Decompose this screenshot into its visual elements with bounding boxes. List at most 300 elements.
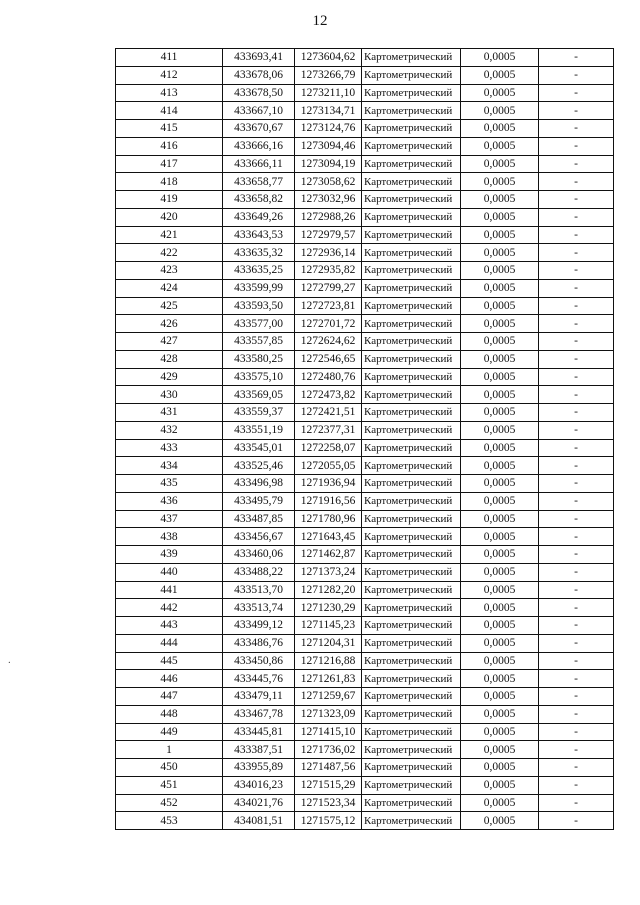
table-row (116, 617, 614, 635)
accuracy-cell: 0,0005 (461, 652, 539, 670)
method-cell: Картометрический (362, 297, 461, 315)
note-cell: - (539, 137, 614, 155)
point-number-cell: 439 (116, 546, 223, 564)
note-cell: - (539, 66, 614, 84)
method-cell: Картометрический (362, 723, 461, 741)
point-number-cell: 427 (116, 333, 223, 351)
point-number-cell: 430 (116, 386, 223, 404)
y-coordinate-cell: 1271373,24 (295, 563, 362, 581)
x-coordinate-cell: 433569,05 (223, 386, 295, 404)
note-cell: - (539, 208, 614, 226)
x-coordinate-cell: 433557,85 (223, 333, 295, 351)
method-cell: Картометрический (362, 66, 461, 84)
point-number-cell: 423 (116, 262, 223, 280)
point-number-cell: 445 (116, 652, 223, 670)
point-number-cell: 415 (116, 120, 223, 138)
method-cell: Картометрический (362, 546, 461, 564)
table-row (116, 137, 614, 155)
method-cell: Картометрический (362, 492, 461, 510)
accuracy-cell: 0,0005 (461, 599, 539, 617)
y-coordinate-cell: 1272480,76 (295, 368, 362, 386)
point-number-cell: 1 (116, 741, 223, 759)
point-number-cell: 444 (116, 634, 223, 652)
table-row (116, 262, 614, 280)
note-cell: - (539, 350, 614, 368)
accuracy-cell: 0,0005 (461, 333, 539, 351)
accuracy-cell: 0,0005 (461, 528, 539, 546)
point-number-cell: 448 (116, 705, 223, 723)
x-coordinate-cell: 433693,41 (223, 49, 295, 67)
note-cell: - (539, 794, 614, 812)
table-row (116, 404, 614, 422)
x-coordinate-cell: 433495,79 (223, 492, 295, 510)
y-coordinate-cell: 1271523,34 (295, 794, 362, 812)
table-row (116, 84, 614, 102)
table-row (116, 705, 614, 723)
table-row (116, 794, 614, 812)
note-cell: - (539, 439, 614, 457)
method-cell: Картометрический (362, 244, 461, 262)
x-coordinate-cell: 433460,06 (223, 546, 295, 564)
point-number-cell: 436 (116, 492, 223, 510)
x-coordinate-cell: 433635,25 (223, 262, 295, 280)
note-cell: - (539, 386, 614, 404)
y-coordinate-cell: 1272258,07 (295, 439, 362, 457)
y-coordinate-cell: 1273058,62 (295, 173, 362, 191)
table-row (116, 421, 614, 439)
x-coordinate-cell: 434016,23 (223, 776, 295, 794)
note-cell: - (539, 315, 614, 333)
method-cell: Картометрический (362, 581, 461, 599)
accuracy-cell: 0,0005 (461, 581, 539, 599)
y-coordinate-cell: 1271323,09 (295, 705, 362, 723)
y-coordinate-cell: 1271261,83 (295, 670, 362, 688)
accuracy-cell: 0,0005 (461, 173, 539, 191)
method-cell: Картометрический (362, 705, 461, 723)
y-coordinate-cell: 1271415,10 (295, 723, 362, 741)
note-cell: - (539, 759, 614, 777)
y-coordinate-cell: 1271936,94 (295, 475, 362, 493)
y-coordinate-cell: 1273266,79 (295, 66, 362, 84)
x-coordinate-cell: 433456,67 (223, 528, 295, 546)
accuracy-cell: 0,0005 (461, 759, 539, 777)
note-cell: - (539, 120, 614, 138)
y-coordinate-cell: 1271259,67 (295, 688, 362, 706)
x-coordinate-cell: 433513,70 (223, 581, 295, 599)
method-cell: Картометрический (362, 741, 461, 759)
note-cell: - (539, 368, 614, 386)
note-cell: - (539, 652, 614, 670)
table-row (116, 759, 614, 777)
note-cell: - (539, 333, 614, 351)
table-row (116, 812, 614, 830)
accuracy-cell: 0,0005 (461, 102, 539, 120)
y-coordinate-cell: 1273604,62 (295, 49, 362, 67)
point-number-cell: 429 (116, 368, 223, 386)
y-coordinate-cell: 1271145,23 (295, 617, 362, 635)
note-cell: - (539, 457, 614, 475)
method-cell: Картометрический (362, 634, 461, 652)
note-cell: - (539, 404, 614, 422)
method-cell: Картометрический (362, 102, 461, 120)
note-cell: - (539, 297, 614, 315)
y-coordinate-cell: 1271487,56 (295, 759, 362, 777)
table-row (116, 528, 614, 546)
point-number-cell: 424 (116, 279, 223, 297)
table-row (116, 652, 614, 670)
y-coordinate-cell: 1272473,82 (295, 386, 362, 404)
margin-mark: . (8, 654, 11, 666)
table-row (116, 279, 614, 297)
table-row (116, 155, 614, 173)
method-cell: Картометрический (362, 528, 461, 546)
x-coordinate-cell: 433643,53 (223, 226, 295, 244)
accuracy-cell: 0,0005 (461, 723, 539, 741)
method-cell: Картометрический (362, 137, 461, 155)
method-cell: Картометрический (362, 368, 461, 386)
x-coordinate-cell: 433525,46 (223, 457, 295, 475)
point-number-cell: 431 (116, 404, 223, 422)
accuracy-cell: 0,0005 (461, 386, 539, 404)
note-cell: - (539, 688, 614, 706)
point-number-cell: 419 (116, 191, 223, 209)
point-number-cell: 441 (116, 581, 223, 599)
accuracy-cell: 0,0005 (461, 297, 539, 315)
point-number-cell: 413 (116, 84, 223, 102)
x-coordinate-cell: 433450,86 (223, 652, 295, 670)
y-coordinate-cell: 1273134,71 (295, 102, 362, 120)
method-cell: Картометрический (362, 120, 461, 138)
table-row (116, 475, 614, 493)
note-cell: - (539, 546, 614, 564)
table-row (116, 66, 614, 84)
method-cell: Картометрический (362, 475, 461, 493)
method-cell: Картометрический (362, 49, 461, 67)
table-row (116, 350, 614, 368)
accuracy-cell: 0,0005 (461, 279, 539, 297)
y-coordinate-cell: 1272546,65 (295, 350, 362, 368)
accuracy-cell: 0,0005 (461, 670, 539, 688)
accuracy-cell: 0,0005 (461, 563, 539, 581)
method-cell: Картометрический (362, 84, 461, 102)
method-cell: Картометрический (362, 439, 461, 457)
point-number-cell: 446 (116, 670, 223, 688)
table-row (116, 244, 614, 262)
point-number-cell: 435 (116, 475, 223, 493)
y-coordinate-cell: 1271575,12 (295, 812, 362, 830)
point-number-cell: 449 (116, 723, 223, 741)
y-coordinate-cell: 1273094,46 (295, 137, 362, 155)
accuracy-cell: 0,0005 (461, 137, 539, 155)
note-cell: - (539, 244, 614, 262)
y-coordinate-cell: 1272979,57 (295, 226, 362, 244)
accuracy-cell: 0,0005 (461, 244, 539, 262)
y-coordinate-cell: 1271282,20 (295, 581, 362, 599)
note-cell: - (539, 155, 614, 173)
accuracy-cell: 0,0005 (461, 155, 539, 173)
note-cell: - (539, 49, 614, 67)
x-coordinate-cell: 433580,25 (223, 350, 295, 368)
accuracy-cell: 0,0005 (461, 546, 539, 564)
point-number-cell: 450 (116, 759, 223, 777)
note-cell: - (539, 617, 614, 635)
method-cell: Картометрический (362, 350, 461, 368)
x-coordinate-cell: 433467,78 (223, 705, 295, 723)
table-row (116, 120, 614, 138)
accuracy-cell: 0,0005 (461, 475, 539, 493)
method-cell: Картометрический (362, 670, 461, 688)
method-cell: Картометрический (362, 599, 461, 617)
table-row (116, 723, 614, 741)
accuracy-cell: 0,0005 (461, 617, 539, 635)
note-cell: - (539, 262, 614, 280)
accuracy-cell: 0,0005 (461, 510, 539, 528)
x-coordinate-cell: 433496,98 (223, 475, 295, 493)
table-row (116, 208, 614, 226)
x-coordinate-cell: 433559,37 (223, 404, 295, 422)
table-row (116, 226, 614, 244)
point-number-cell: 412 (116, 66, 223, 84)
point-number-cell: 440 (116, 563, 223, 581)
accuracy-cell: 0,0005 (461, 794, 539, 812)
note-cell: - (539, 528, 614, 546)
point-number-cell: 437 (116, 510, 223, 528)
x-coordinate-cell: 434081,51 (223, 812, 295, 830)
point-number-cell: 434 (116, 457, 223, 475)
x-coordinate-cell: 433445,81 (223, 723, 295, 741)
table-row (116, 599, 614, 617)
note-cell: - (539, 776, 614, 794)
point-number-cell: 453 (116, 812, 223, 830)
accuracy-cell: 0,0005 (461, 421, 539, 439)
method-cell: Картометрический (362, 617, 461, 635)
table-row (116, 634, 614, 652)
accuracy-cell: 0,0005 (461, 368, 539, 386)
x-coordinate-cell: 433513,74 (223, 599, 295, 617)
x-coordinate-cell: 433599,99 (223, 279, 295, 297)
x-coordinate-cell: 433658,77 (223, 173, 295, 191)
table-row (116, 457, 614, 475)
accuracy-cell: 0,0005 (461, 439, 539, 457)
y-coordinate-cell: 1271736,02 (295, 741, 362, 759)
note-cell: - (539, 581, 614, 599)
accuracy-cell: 0,0005 (461, 84, 539, 102)
accuracy-cell: 0,0005 (461, 66, 539, 84)
accuracy-cell: 0,0005 (461, 741, 539, 759)
point-number-cell: 426 (116, 315, 223, 333)
y-coordinate-cell: 1272377,31 (295, 421, 362, 439)
accuracy-cell: 0,0005 (461, 634, 539, 652)
note-cell: - (539, 741, 614, 759)
x-coordinate-cell: 433678,50 (223, 84, 295, 102)
point-number-cell: 422 (116, 244, 223, 262)
y-coordinate-cell: 1273124,76 (295, 120, 362, 138)
method-cell: Картометрический (362, 421, 461, 439)
accuracy-cell: 0,0005 (461, 776, 539, 794)
note-cell: - (539, 599, 614, 617)
method-cell: Картометрический (362, 457, 461, 475)
y-coordinate-cell: 1272988,26 (295, 208, 362, 226)
accuracy-cell: 0,0005 (461, 812, 539, 830)
note-cell: - (539, 173, 614, 191)
point-number-cell: 438 (116, 528, 223, 546)
x-coordinate-cell: 433678,06 (223, 66, 295, 84)
y-coordinate-cell: 1273211,10 (295, 84, 362, 102)
method-cell: Картометрический (362, 759, 461, 777)
y-coordinate-cell: 1273094,19 (295, 155, 362, 173)
method-cell: Картометрический (362, 226, 461, 244)
accuracy-cell: 0,0005 (461, 705, 539, 723)
x-coordinate-cell: 433487,85 (223, 510, 295, 528)
note-cell: - (539, 670, 614, 688)
note-cell: - (539, 510, 614, 528)
table-row (116, 191, 614, 209)
y-coordinate-cell: 1272421,51 (295, 404, 362, 422)
method-cell: Картометрический (362, 208, 461, 226)
accuracy-cell: 0,0005 (461, 191, 539, 209)
x-coordinate-cell: 433575,10 (223, 368, 295, 386)
point-number-cell: 443 (116, 617, 223, 635)
y-coordinate-cell: 1271216,88 (295, 652, 362, 670)
method-cell: Картометрический (362, 404, 461, 422)
point-number-cell: 411 (116, 49, 223, 67)
table-row (116, 386, 614, 404)
table-row (116, 368, 614, 386)
y-coordinate-cell: 1271230,29 (295, 599, 362, 617)
table-row (116, 688, 614, 706)
table-row (116, 102, 614, 120)
y-coordinate-cell: 1273032,96 (295, 191, 362, 209)
y-coordinate-cell: 1271204,31 (295, 634, 362, 652)
point-number-cell: 452 (116, 794, 223, 812)
method-cell: Картометрический (362, 812, 461, 830)
note-cell: - (539, 492, 614, 510)
note-cell: - (539, 84, 614, 102)
accuracy-cell: 0,0005 (461, 49, 539, 67)
x-coordinate-cell: 433551,19 (223, 421, 295, 439)
coordinates-table (115, 48, 614, 830)
accuracy-cell: 0,0005 (461, 457, 539, 475)
point-number-cell: 442 (116, 599, 223, 617)
method-cell: Картометрический (362, 315, 461, 333)
x-coordinate-cell: 433479,11 (223, 688, 295, 706)
note-cell: - (539, 812, 614, 830)
method-cell: Картометрический (362, 155, 461, 173)
table-row (116, 439, 614, 457)
point-number-cell: 414 (116, 102, 223, 120)
method-cell: Картометрический (362, 794, 461, 812)
x-coordinate-cell: 433666,11 (223, 155, 295, 173)
table-row (116, 581, 614, 599)
note-cell: - (539, 191, 614, 209)
accuracy-cell: 0,0005 (461, 350, 539, 368)
note-cell: - (539, 563, 614, 581)
accuracy-cell: 0,0005 (461, 315, 539, 333)
method-cell: Картометрический (362, 776, 461, 794)
page-number: 12 (312, 13, 328, 29)
point-number-cell: 418 (116, 173, 223, 191)
accuracy-cell: 0,0005 (461, 492, 539, 510)
y-coordinate-cell: 1272935,82 (295, 262, 362, 280)
note-cell: - (539, 475, 614, 493)
y-coordinate-cell: 1272624,62 (295, 333, 362, 351)
table-row (116, 49, 614, 67)
point-number-cell: 421 (116, 226, 223, 244)
x-coordinate-cell: 433488,22 (223, 563, 295, 581)
table-row (116, 297, 614, 315)
method-cell: Картометрический (362, 563, 461, 581)
x-coordinate-cell: 433658,82 (223, 191, 295, 209)
table-row (116, 741, 614, 759)
table-row (116, 510, 614, 528)
method-cell: Картометрический (362, 652, 461, 670)
y-coordinate-cell: 1272799,27 (295, 279, 362, 297)
table-row (116, 173, 614, 191)
y-coordinate-cell: 1272936,14 (295, 244, 362, 262)
y-coordinate-cell: 1271643,45 (295, 528, 362, 546)
y-coordinate-cell: 1271462,87 (295, 546, 362, 564)
method-cell: Картометрический (362, 279, 461, 297)
x-coordinate-cell: 433577,00 (223, 315, 295, 333)
x-coordinate-cell: 433499,12 (223, 617, 295, 635)
accuracy-cell: 0,0005 (461, 226, 539, 244)
x-coordinate-cell: 433545,01 (223, 439, 295, 457)
point-number-cell: 420 (116, 208, 223, 226)
note-cell: - (539, 226, 614, 244)
method-cell: Картометрический (362, 688, 461, 706)
point-number-cell: 433 (116, 439, 223, 457)
point-number-cell: 432 (116, 421, 223, 439)
table-row (116, 546, 614, 564)
point-number-cell: 428 (116, 350, 223, 368)
x-coordinate-cell: 433445,76 (223, 670, 295, 688)
note-cell: - (539, 102, 614, 120)
method-cell: Картометрический (362, 333, 461, 351)
note-cell: - (539, 279, 614, 297)
coordinates-table-body (116, 49, 614, 830)
point-number-cell: 447 (116, 688, 223, 706)
x-coordinate-cell: 433955,89 (223, 759, 295, 777)
table-row (116, 333, 614, 351)
point-number-cell: 451 (116, 776, 223, 794)
point-number-cell: 425 (116, 297, 223, 315)
note-cell: - (539, 421, 614, 439)
note-cell: - (539, 705, 614, 723)
x-coordinate-cell: 434021,76 (223, 794, 295, 812)
y-coordinate-cell: 1272723,81 (295, 297, 362, 315)
x-coordinate-cell: 433635,32 (223, 244, 295, 262)
x-coordinate-cell: 433649,26 (223, 208, 295, 226)
accuracy-cell: 0,0005 (461, 120, 539, 138)
method-cell: Картометрический (362, 262, 461, 280)
x-coordinate-cell: 433593,50 (223, 297, 295, 315)
table-row (116, 492, 614, 510)
point-number-cell: 417 (116, 155, 223, 173)
y-coordinate-cell: 1271916,56 (295, 492, 362, 510)
accuracy-cell: 0,0005 (461, 688, 539, 706)
x-coordinate-cell: 433486,76 (223, 634, 295, 652)
table-row (116, 315, 614, 333)
y-coordinate-cell: 1271515,29 (295, 776, 362, 794)
x-coordinate-cell: 433670,67 (223, 120, 295, 138)
note-cell: - (539, 634, 614, 652)
accuracy-cell: 0,0005 (461, 262, 539, 280)
y-coordinate-cell: 1271780,96 (295, 510, 362, 528)
accuracy-cell: 0,0005 (461, 404, 539, 422)
x-coordinate-cell: 433387,51 (223, 741, 295, 759)
table-row (116, 563, 614, 581)
note-cell: - (539, 723, 614, 741)
